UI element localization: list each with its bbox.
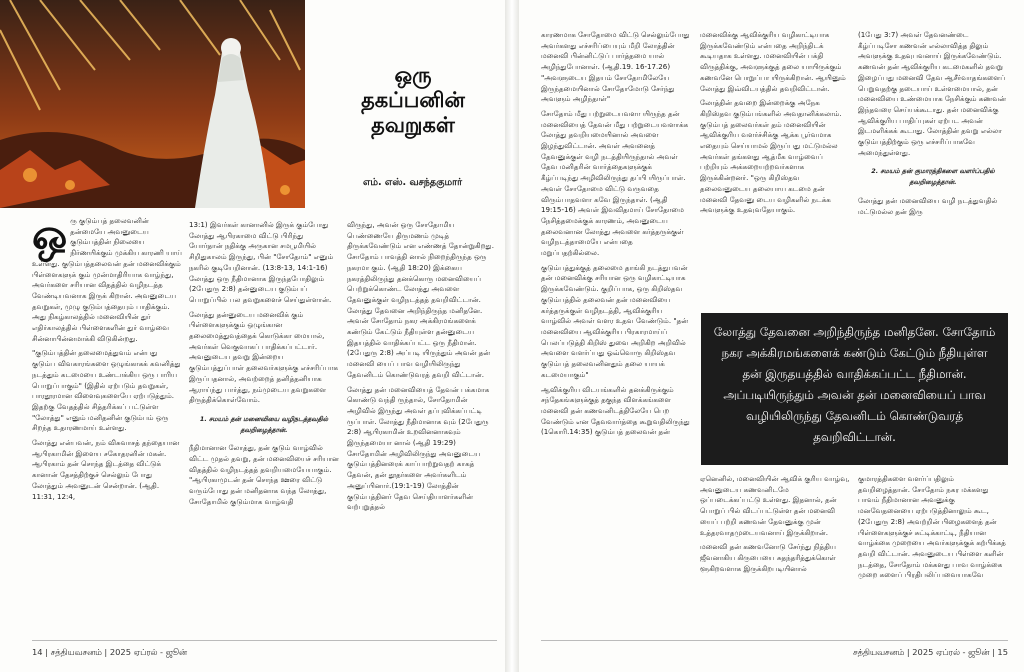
paragraph: லோத்து தன்னுடைய மனைவிக் கும் பிள்ளைகளுக்கும் ஒழுங்கான தலைமைத்துவத்தைக் கொடுக்கா மையால், அவர்கள் வெகுவாகப் பாதிக்கப்பட்டார். அவனுடைய தவறு இன்றைய குடும்பத்துப்பாள் தலைவர்களுக்கு எச்சரிப்பாக இருப்பதனால், அவற்றைத் தனித்தனியாக ஆராய்ந்து பார்த்து, நம்முடைய தவறுகளை திருத்திக்கொள்வோம். (189, 309, 339, 405)
column-1 (32, 216, 182, 636)
paragraph: மனைவி தன் கணவனோடு சேர்ந்து நித்திய ஜீவனாகிய கிருபையை சுதந்தரித்துக்கொள் ளூகிறவளாக இருக்கிறபடியினால் (700, 542, 836, 573)
subheading: 1. சமயம் தன் மனைவியை வழிநடத்தவதில் தவறிழைத்தான். (199, 414, 329, 434)
paragraph: "குடும்பத்தின் தலைமைத்துவம் என்பது குடும்ப விவகாரங்களை ஒழுங்காகக் கவனித்து நடத்தும் கடமையை உண்டாக்கிய ஒரு பாரிய பொறுப்பாகும்" (இதில் ஏற்படும் தவறுகள், பாரதூரமான விளைவுகளையே ஏற்படுத்தும். இதற்கு வேதத்தில் சித்தரிக்கப் பட்டுள்ள "லோத்து" எனும் மனிதனின் குடும்பம் ஒரு சிறந்த உதாரணமாய் உள்ளது. (32, 348, 181, 433)
column-6-bottom (858, 474, 1008, 636)
paragraph: (1பேது 3:7) அவள் தேவனண்டை கீழ்ப்படிசோ கணவன் எல்லாவித்த திலும் அவளுக்கு உதவுபவனாய் இருக்கவேண்டும். கணவன் தன் ஆவிக்குரிய கடமைகளில் தவறு இழைப்பது மனைவி தேவ ஆசீர்வாதங்களைப் பெறுவதற்கு தடையாய் உள்ளமையால், தன் மனைவியை உண்மையாக நேசிக்கும் கணவன் இந்தவரை செய்யக்கூடாது. தன் மனைவிக்கு ஆவிக்குரிய பாதிப்புகள் ஏற்பட அவன் இடமளிக்கக் கூடாது. லோத்தின் தவறு எல்லா குடும்பத்திற்கும் ஒரு எச்சரிப்பாகவே அமைந்துள்ளது. (858, 30, 1007, 157)
footer-right: சத்தியவசனம் | 2025 ஏப்ரல் - ஜூன் | 15 (853, 647, 1008, 657)
paragraph: லோத்து தன் மனைவியை வழி நடத்துவதில் மட்டுமல்ல தன் இரு (858, 195, 998, 216)
title-line-3: தவறுகள் (371, 112, 455, 137)
paragraph: ஆவிக்குரிய விடயங்களில் தனக்கிருக்கும் சந்தேகங்களுக்குத் தகுந்த விளக்கங்களை மனைவி தன் கணவனிடத்திலேயே பெற வேண்டும் என தேவவார்த்தை கூறுவதிலிருந்து (1கொரி.14:35) குடும்பத் தலைவன் தன் (541, 384, 690, 437)
paragraph: குடும்பத்துக்குத் தலைமை தாங்கி நடத்துபவன் தன் மனைவிக்கு சரியான ஒரு வழிகாட்டியாக இருக்கவேண்டும். குறிப்பாக, ஒரு கிறிஸ்தவ குடும்பத்தில் தலைவன் தன் மனைவியை கர்த்தருக்குள் வழிநடத்தி, ஆவிக்குரிய வாழ்வில் அவள் வளர உதவ வேண்டும். "தன் மனைவியை ஆவிக்குரிய பிரகாரமாய்ப் பெலப்படுத்தி கிறிஸ் துவை அறிகிற அறிவில் அவளை வளர்ப்பது ஓவ்வொரு கிறிஸ்தவ குடும்பத் தலைவனினதும் தலை யாயக் கடமையாகும்" (541, 262, 689, 379)
paragraph: காரணமாக சோதோமை விட்டு செல்லும்போது அவர்களது எச்சரிப்பையும் மீறி லோத்தின் மனைவி பின்னிட்டுப் பார்த்தமை யால் அழிந்துபோனாள். (ஆதி.19. 16-17.26) "அவளுடைய இதயம் சோதோமிலேயே இருந்தமையினால் சோதோமோடு சேர்ந்து அவளும் அழிந்தாள்" (541, 30, 690, 104)
subheading: 2. சமயம் தன் குமாரத்திகளை வளர்ப்பதில் தவறிழைத்தான். (871, 167, 995, 187)
paragraph: விருந்து, அவன் ஒரு சோதோமிய பெண்ணையே திருமணம் முடித் திருக்கவேண்டும் என எண்ணத் தோன்றுகிறது. சோதோம் பாவத்தி னால் நிறைந்திருந்த ஒரு நகரமா கும். (ஆதி 18:20) இக்கைய நகரத்திலிருந்து தனக்கொரு மனைவியைப் பெற்றுக்கொண்ட லோத்து அவளை தேவனுக்குள் வழிநடத்தத் தவறிவிட்டான். லோத்து தேவனை அறிந்திருந்த மனிதனே. அவன் சோதோம் நகர அக்கிரமங்களைக் கண்டும் கேட்டும் நீதியுள்ள தன்னுடைய இதயத்தில் வாதிக்கப்பட்ட ஒரு நீதிமான். (2பேதுரு 2:8) அப்படி யிருந்தும் அவன் தன் மனைவி யைப் பாவ வழியிலிருந்து தேவனிடம் கொண்டுவரத் தவறி விட்டான். (347, 220, 494, 379)
paragraph: ஏனெனில், மனைவியின் ஆவிக் குரிய வாழ்வு, அவனுடைய கணவனிடமே ஒப்படைக்கப்பட்டு உள்ளது. இதனால், தன் பொறுப் பில் விடப்பட்டுள்ள தன் மனைவி யைப் பற்றி கணவன் தேவனுக்கு முன் உத்தரவாதமுடையவனாய் இருக்கிறான். (700, 474, 850, 537)
column-5-bottom (700, 474, 850, 636)
paragraph: சோதோம் மீது பற்றுடையவளா யிருந்த தன் மனைவியைத் தேவன் மீது பற்றுடையவளாக்க லோத்து தவறியமையினால் அவளை இழந்துவிட்டான். அவள் அவனைத் தேவனுக்குள் வழி நடத்தியிருந்தால் அவள் தேவ மனிதரின் வார்த்தைகளுக்குக் கீழ்ப்படிந்து அழிவிலிருந்து தப்பி யிருப்பாள். அவள் சோதோமை விட்டு வருவதை விரும்பாதவளா கவே இருந்தாள். (ஆதி 19:15-16) அவள் இவவிதமாய் சோதோமை நேசித்தமைக்குக் காரணம், அவனுடைய தலைவனான லோத்து அவளை கர்த்தருக்குள் வழிநடத்தாமையே என்பதை மறுப்பதற்கில்லை. (541, 108, 689, 258)
paragraph: லோத்தின் தவறை இன்றைக்கு அநேக கிறிஸ்தவ குடும்பங்களில் அவதானிக்கலாம். குடும்பத் தலைவர்கள் தம் மனைவியின் ஆவிக்குரிய வளர்ச்சிக்கு ஆக்க பூர்வமாக எதையும் செய்யாமல் இருப்பது மட்டுமல்ல அவர்கள் தங்களது ஆத்மீக வாழ்வைப் பற்றியும் அக்கறையற்றவர்களாக இருக்கின்றனர். "ஒரு கிறிஸ்தவ தலைவனுடைய தலையாய கடமை தன் மனைவி தேவனு டைய வழிகளில் நடக்க அவளுக்கு உதவுவதேயாகும். (700, 98, 842, 215)
column-6-top (858, 30, 1008, 305)
footer-left: 14 | சத்தியவசனம் | 2025 ஏப்ரல் - ஜூன் (32, 647, 187, 657)
column-4 (541, 30, 691, 636)
page-gutter (505, 0, 519, 672)
article-title (338, 62, 488, 137)
column-3 (347, 220, 497, 636)
footer-rule-right (541, 640, 1008, 641)
footer-rule-left (32, 640, 497, 641)
paragraph: குமாரத்திகளை வளர்ப்பதிலும் தவறிழைத்தான். சோதோம் நகர மக்களது பாவம் நீதிமானான அவனுக்கு மனவேதனையை ஏற்படுத்தினாலும் கூட, (2பேதுரு 2:8) அவற்றின் பிழைகளைத் தன் பிள்ளைகளுக்குச் சுட்டிக்காட்டி, நீதியான வாழ்க்கை முறையை அவர்களுக்குக் கற்பிக்கத் தவறி விட்டான். அவனுடைய பிள்ளை களின் நடத்தை, சோதோம் மக்களது பாவ வாழ்க்கை முறை களைப் பிரதிபலிப்பவையாகவே (858, 474, 1006, 580)
paragraph: ரு குடும்பத் தலைவனின் தன்மையே அவனுடைய குடும்பத்தின் நிலையை நிர்ணயிக்கும் முக்கிய காரணி யாய் உள்ளது. குடும்பத்தலைவன் தன் மனைவிக்கும் பிள்ளைகளுக் கும் முன்மாதிரியாக வாழ்ந்து, அவர்களை சரியான விதத்தில் வழிநடத்த வேண்டியவனாக இருக் கிறான். அவனுடைய தவறுகள், முழு குடும்பத்தையும் பாதிக்கும். அது நிகழ்காலத்தில் மனைவியின் துர் எதிர்காலத்தில் பிள்ளைகளின் துர் வாழ்வை சின்னாபின்னமாக்கி விடுகின்றது. (32, 216, 182, 343)
column-2 (189, 220, 339, 636)
paragraph: நீதிமானான லோத்து, தன் குடும் வாழ்வில் விட்ட முதல் தவறு, தன் மனைவியைச் சரியான விதத்தில் வழிநடத்தத் தவறியமையேயாகும். "ஆபிரகாமுடன் தன் சொந்த ஊரை விட்டு வரும்போது தன் மனிதனாக வந்த லோத்து, சோதோமில் குடும்மாக வாழ்வதி (189, 443, 339, 506)
drop-cap: ஒ (32, 216, 68, 259)
paragraph: லோத்து என்பவன், நம் விசுவாசத் தந்தையான ஆபிரகாமின் இளைய சகோதரனின் மகன். ஆபிரகாம் தன் சொந்த இடத்தை விட்டுக் கானான் தேசத்திற்குச் செல்லும் போது லோத்தும் அவனுடன் சென்றான். (ஆதி. 11:31, 12:4, (32, 438, 180, 501)
author-byline: எம். எஸ். வசந்தகுமார் (362, 177, 463, 188)
pull-quote: லோத்து தேவனை அறிந்திருந்த மனிதனே. சோதோம் நகர அக்கிரமங்களைக் கண்டும் கேட்டும் நீதியுள்ள தன் இருதயத்தில் வாதிக்கப்பட்ட நீதிமான். அப்படியிருந்தும் அவன் தன் மனைவியைப் பாவ வழியிலிருந்து தேவனிடம் கொண்டுவரத் தவறிவிட்டான். (701, 313, 1008, 465)
title-line-2: தகப்பனின் (361, 87, 465, 112)
lots-wife-illustration (0, 0, 305, 208)
paragraph: 13:1) இவர்கள் கானானில் இருக் கும்போது லோத்து ஆபிரகாமை விட்டு பிரிந்து யோர்தான் நதிக்கு அருகான சமபூமியில் சிறிதுகாலம் இருந்து, பின் "சோதோம்" எனும் நகரில் குடியேறினான். (13:8-13, 14:1-16) லோத்து ஒரு நீதிமானாக இருந்தபோதிலும் (2பேதுரு 2:8) தன்னுடைய குடும்பப் பொறுப்பில் பல தவறுகளைச் செய்துள்ளான். (189, 220, 334, 304)
column-5-top (700, 30, 850, 305)
title-line-1: ஒரு (394, 62, 432, 87)
paragraph: லோத்து தன் மனைவியைத் தேவன் பக்கமாக கொண்டு வந்தி ருந்தால், சோதோமின் அழிவில் இருந்து அவள் தப்புவிக்கப்பட்டி ருப்பாள். லோத்து நீதிமானாக வும் (2பேதுரு 2:8) ஆபிரகாமின் உறவினனாகவும் இருந்தமையா னால் (ஆதி 19:29) சோதோமின் அழிவிலிருந்து அவனுடைய குடும்பத்தினரைக் காப்பாற்றுவதற் காகத் தேவன், தன் தூதர்களை அவர்களிடம் அனுப்பினார்.(19:1-19) லோத்தின் குடும்பத்தினர் தேவ செய்தியாளர்களின் வற்புறுத்தல் (347, 384, 490, 512)
paragraph: மனைவிக்கு ஆவிக்குரிய வழிகாட்டியாக இருக்கவேண்டும் என்பதை அறிந்திடக் கூடியதாக உள்ளது. மனைவியின் பக்தி விருத்திக்கு, அவளுக்குத் தலை யாயிருக்கும் கணவனே பொறுப்பா யிருக்கிறான். ஆயினும் லோத்து இவ்விடயத்தில் தவறிவிட்டான். (700, 30, 846, 93)
